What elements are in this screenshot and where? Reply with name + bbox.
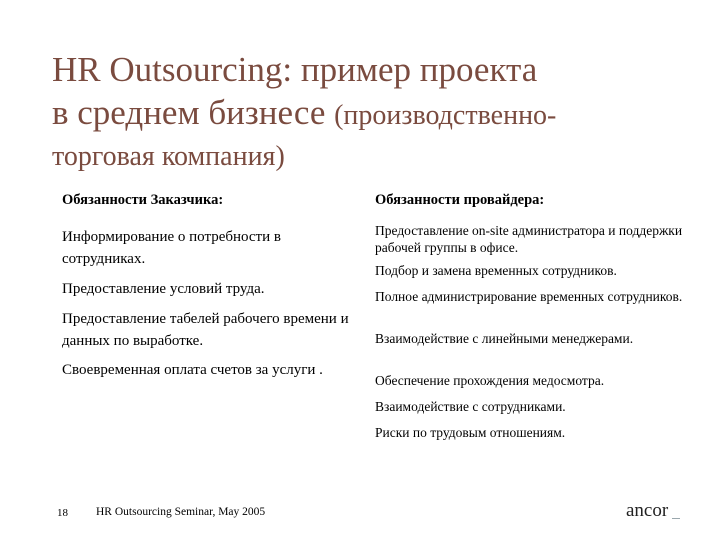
customer-heading: Обязанности Заказчика:	[62, 192, 224, 208]
customer-item: Информирование о потребности в сотрудниках.	[62, 229, 281, 267]
provider-item: Предоставление on-site администратора и поддержки рабочей группы в офисе.	[375, 223, 683, 255]
provider-item: Обеспечение прохождения медосмотра.	[375, 373, 605, 388]
customer-item: Предоставление условий труда.	[62, 281, 265, 297]
title-line-2-small: (производственно-	[334, 100, 557, 131]
customer-item: Своевременная оплата счетов за услуги .	[62, 362, 323, 378]
footer-text: HR Outsourcing Seminar, May 2005	[96, 506, 266, 518]
ancor-logo: ancor	[626, 500, 669, 521]
title-line-2	[52, 91, 692, 137]
title-line-2-main: в среднем бизнесе	[52, 93, 326, 132]
title-line-3: торговая компания)	[52, 141, 285, 172]
provider-item: Подбор и замена временных сотрудников.	[375, 263, 617, 278]
provider-item: Взаимодействие с сотрудниками.	[375, 399, 566, 414]
logo-underscore-mark	[672, 518, 680, 519]
provider-item: Взаимодействие с линейными менеджерами.	[375, 331, 634, 346]
slide-title	[52, 48, 692, 177]
provider-item: Полное администрирование временных сотрудников.	[375, 289, 683, 304]
page-number: 18	[57, 507, 68, 519]
title-line-1: HR Outsourcing: пример проекта	[52, 50, 538, 89]
provider-heading: Обязанности провайдера:	[375, 192, 545, 208]
customer-item: Предоставление табелей рабочего времени и данных по выработке.	[62, 311, 349, 349]
provider-item: Риски по трудовым отношениям.	[375, 425, 566, 440]
